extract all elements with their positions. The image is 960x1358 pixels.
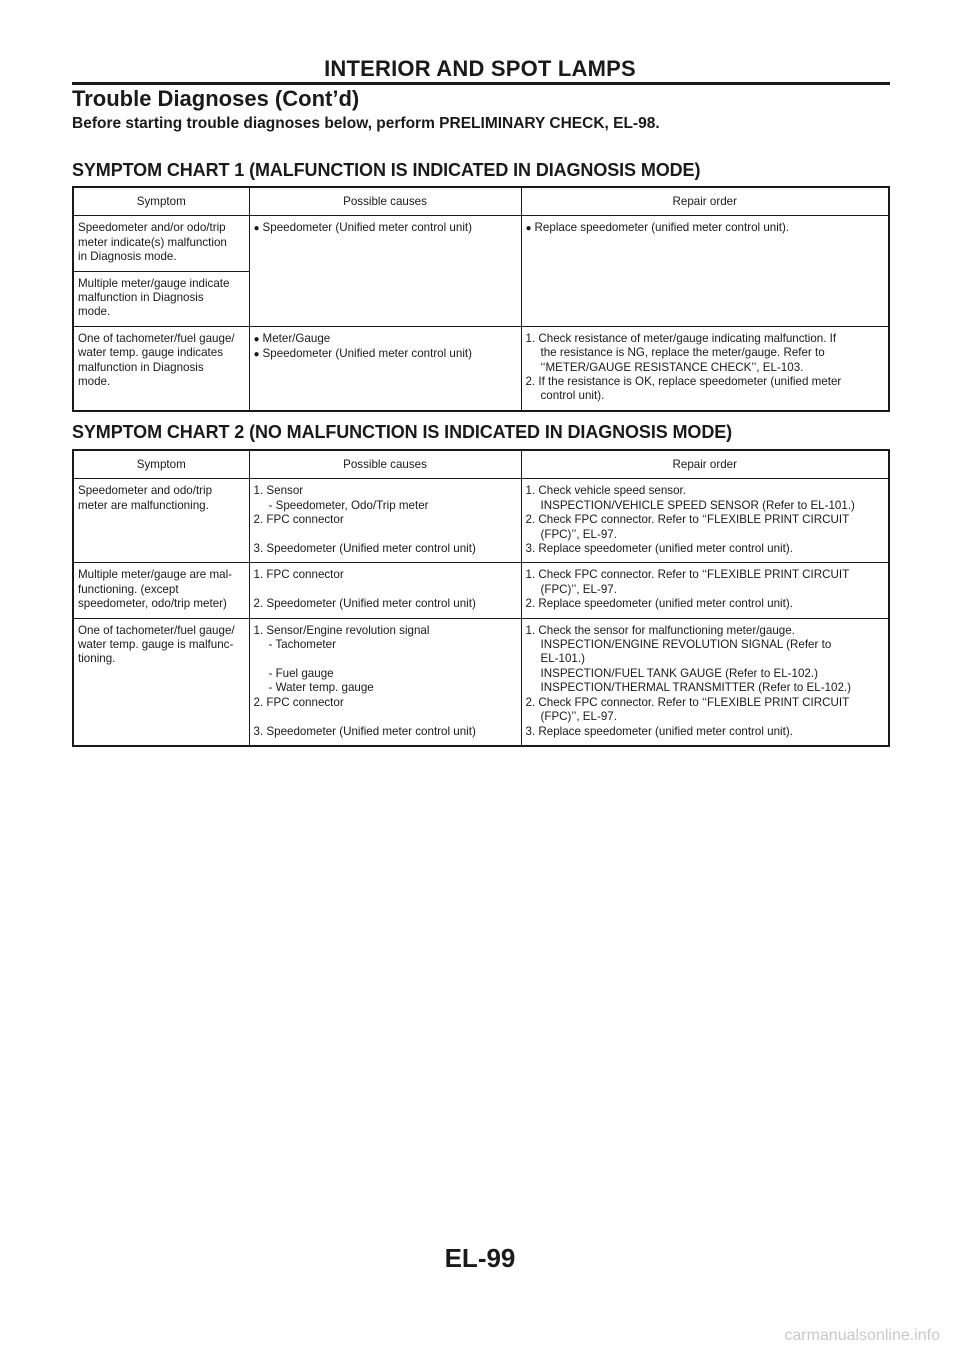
symptom-cell: Speedometer and/or odo/trip meter indicate(s) malfunction in Diagnosis mode. xyxy=(73,216,249,271)
symptom-cell: Multiple meter/gauge indicate malfunction in Diagnosis mode. xyxy=(73,271,249,326)
causes-cell: 1. Sensor/Engine revolution signal - Tachometer - Fuel gauge - Water temp. gauge 2. FPC connector 3. Speedometer (Unified meter control unit) xyxy=(249,618,521,746)
repair-cell: 1. Check vehicle speed sensor. INSPECTION/VEHICLE SPEED SENSOR (Refer to EL-101.) 2. Check FPC connector. Refer to ‘‘FLEXIBLE PRINT CIRCUIT (FPC)’’, EL-97. 3. Replace speedometer (unified meter control unit). xyxy=(521,479,889,563)
col-header-repair: Repair order xyxy=(521,450,889,479)
table-row xyxy=(73,479,889,563)
chart1-title: SYMPTOM CHART 1 (MALFUNCTION IS INDICATED IN DIAGNOSIS MODE) xyxy=(72,160,701,180)
table-row xyxy=(73,563,889,618)
col-header-causes: Possible causes xyxy=(249,450,521,479)
symptom-cell: One of tachometer/fuel gauge/ water temp. gauge indicates malfunction in Diagnosis mode. xyxy=(73,326,249,411)
bullet-item: ● Meter/Gauge xyxy=(254,332,517,347)
symptom-cell: Speedometer and odo/trip meter are malfunctioning. xyxy=(73,479,249,563)
causes-cell: 1. Sensor - Speedometer, Odo/Trip meter 2. FPC connector 3. Speedometer (Unified meter control unit) xyxy=(249,479,521,563)
symptom-cell: Multiple meter/gauge are mal- functioning. (except speedometer, odo/trip meter) xyxy=(73,563,249,618)
repair-cell: 1. Check the sensor for malfunctioning meter/gauge. INSPECTION/ENGINE REVOLUTION SIGNAL (Refer to EL-101.) INSPECTION/FUEL TANK GAUGE (Refer to EL-102.) INSPECTION/THERMAL TRANSMITTER (Refer to EL-102.) 2. Check FPC connector. Refer to ‘‘FLEXIBLE PRINT CIRCUIT (FPC)’’, EL-97. 3. Replace speedometer (unified meter control unit). xyxy=(521,618,889,746)
section-title: INTERIOR AND SPOT LAMPS xyxy=(324,56,636,81)
col-header-repair: Repair order xyxy=(521,187,889,216)
intro-text: Before starting trouble diagnoses below, perform PRELIMINARY CHECK, EL-98. xyxy=(72,115,660,132)
causes-cell: 1. FPC connector 2. Speedometer (Unified meter control unit) xyxy=(249,563,521,618)
table-row xyxy=(73,618,889,746)
symptom-chart-2 xyxy=(72,449,890,747)
repair-cell: 1. Check resistance of meter/gauge indicating malfunction. If the resistance is NG, replace the meter/gauge. Refer to ‘‘METER/GAUGE RESISTANCE CHECK’’, EL-103. 2. If the resistance is OK, replace speedometer (unified meter control unit). xyxy=(521,326,889,411)
table-row xyxy=(73,326,889,411)
col-header-causes: Possible causes xyxy=(249,187,521,216)
col-header-symptom: Symptom xyxy=(73,450,249,479)
table-row xyxy=(73,216,889,271)
bullet-item: ● Replace speedometer (unified meter control unit). xyxy=(526,221,885,236)
page-subtitle: Trouble Diagnoses (Cont’d) xyxy=(72,86,360,111)
bullet-item: ● Speedometer (Unified meter control unit) xyxy=(254,221,517,236)
page-number: EL-99 xyxy=(444,1243,516,1273)
causes-cell xyxy=(249,326,521,411)
symptom-chart-1 xyxy=(72,186,890,412)
symptom-cell: One of tachometer/fuel gauge/ water temp. gauge is malfunc- tioning. xyxy=(73,618,249,746)
table-header-row xyxy=(73,450,889,479)
causes-cell xyxy=(249,216,521,326)
watermark: carmanualsonline.info xyxy=(784,1327,940,1344)
repair-cell xyxy=(521,216,889,326)
header-rule xyxy=(72,82,890,85)
table-header-row xyxy=(73,187,889,216)
repair-cell: 1. Check FPC connector. Refer to ‘‘FLEXIBLE PRINT CIRCUIT (FPC)’’, EL-97. 2. Replace speedometer (unified meter control unit). xyxy=(521,563,889,618)
col-header-symptom: Symptom xyxy=(73,187,249,216)
bullet-item: ● Speedometer (Unified meter control unit) xyxy=(254,347,517,362)
chart2-title: SYMPTOM CHART 2 (NO MALFUNCTION IS INDICATED IN DIAGNOSIS MODE) xyxy=(72,422,733,442)
